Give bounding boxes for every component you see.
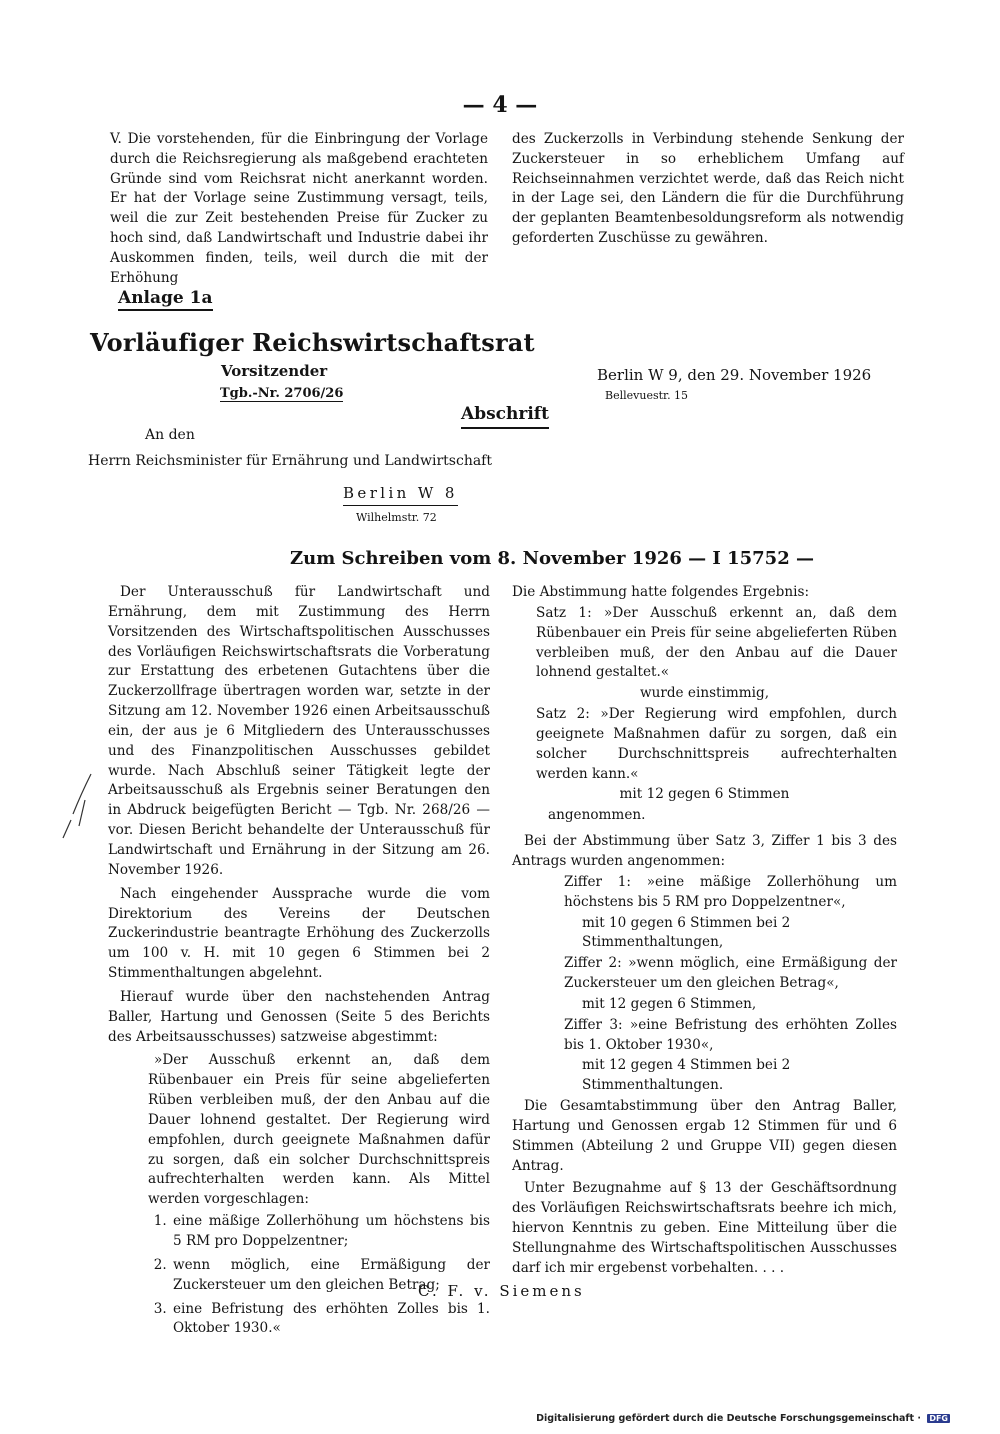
- top-left-paragraph: V. Die vorstehenden, für die Einbringung der Vorlage durch die Reichsregierung als maßgebend erachteten Gründe sind vom Reichsrat nicht anerkannt worden. Er hat der Vorlage seine Zustimmung versagt, teils, weil die zur Zeit bestehenden Preise für Zucker zu hoch sind, daß Landwirtschaft und Industrie dabei ihr Auskommen finden, teils, weil durch die mit der Erhöhung: [110, 131, 488, 286]
- list-item: 2. wenn möglich, eine Ermäßigung der Zuckersteuer um den gleichen Betrag;: [171, 1256, 490, 1296]
- margin-pencil-mark: [55, 770, 95, 840]
- organization-title: Vorläufiger Reichswirtschaftsrat: [90, 328, 535, 357]
- left-paragraph-3: Hierauf wurde über den nachstehenden Antrag Baller, Hartung und Genossen (Seite 5 des Berichts des Arbeitsausschusses) satzweise abgestimmt:: [108, 988, 490, 1045]
- satz-2: Satz 2: »Der Regierung wird empfohlen, durch geeignete Maßnahmen dafür zu sorgen, daß ein solcher Durchschnittspreis aufrechterhalten werden kann.«: [536, 706, 897, 782]
- annex-label: Anlage 1a: [118, 288, 213, 311]
- address-city: Berlin W 8: [343, 484, 458, 506]
- file-reference: Tgb.-Nr. 2706/26: [220, 386, 344, 401]
- page-number: — 4 —: [462, 92, 538, 118]
- ziffer-2-votes: mit 12 gegen 6 Stimmen,: [582, 995, 757, 1012]
- signature: C. F. v. Siemens: [418, 1282, 585, 1300]
- ziffer-1-votes: mit 10 gegen 6 Stimmen bei 2 Stimmenthaltungen,: [582, 914, 791, 951]
- ziffer-3: Ziffer 3: »eine Befristung des erhöhten Zolles bis 1. Oktober 1930«,: [564, 1016, 897, 1053]
- right-column: [512, 583, 897, 1280]
- place-date: Berlin W 9, den 29. November 1926: [597, 366, 872, 384]
- satz-3-intro: Bei der Abstimmung über Satz 3, Ziffer 1 bis 3 des Antrags wurden angenommen:: [512, 833, 897, 869]
- address-street: Wilhelmstr. 72: [356, 511, 437, 524]
- copy-label: Abschrift: [461, 404, 549, 429]
- address-recipient: Herrn Reichsminister für Ernährung und Landwirtschaft: [88, 453, 492, 469]
- address-to: An den: [145, 427, 195, 443]
- top-right-paragraph: des Zuckerzolls in Verbindung stehende Senkung der Zuckersteuer in so erheblichem Umfang auf Reichseinnahmen verzichtet werde, daß das Reich nicht in der Lage sei, den Ländern die für die Durchführung der geplanten Beamtenbesoldungsreform als notwendig geforderten Zuschüsse zu gewähren.: [512, 131, 904, 246]
- subject-line: Zum Schreiben vom 8. November 1926 — I 15752 —: [290, 548, 814, 569]
- ziffer-2: Ziffer 2: »wenn möglich, eine Ermäßigung der Zuckersteuer um den gleichen Betrag«,: [564, 955, 897, 992]
- footer-credit: [536, 1413, 950, 1424]
- satz-1: Satz 1: »Der Ausschuß erkennt an, daß dem Rübenbauer ein Preis für seine abgelieferten Rüben verbleiben muß, der den Anbau auf die Dauer lohnend gestaltet.«: [536, 604, 897, 681]
- closing-paragraph: Unter Bezugnahme auf § 13 der Geschäftsordnung des Vorläufigen Reichswirtschaftsrats beehre ich mich, hiervon Kenntnis zu geben. Eine Mitteilung über die Stellungnahme des Wirtschaftspolitischen Ausschusses darf ich mir ergebenst vorbehalten. . . .: [512, 1180, 897, 1276]
- proposal-list: [108, 1212, 490, 1339]
- satz-2-result: angenommen.: [548, 807, 646, 824]
- chair-label: Vorsitzender: [221, 362, 328, 380]
- left-paragraph-2: Nach eingehender Aussprache wurde die vom Direktorium des Vereins der Deutschen Zuckerindustrie beantragte Erhöhung des Zuckerzolls um 100 v. H. mit 10 gegen 6 Stimmen bei 2 Stimmenthaltungen abgelehnt.: [108, 885, 490, 982]
- motion-quote: »Der Ausschuß erkennt an, daß dem Rübenbauer ein Preis für seine abgelieferten Rüben verbleiben muß, der den Anbau auf die Dauer lohnend gestaltet. Der Regierung wird empfohlen, durch geeignete Maßnahmen dafür zu sorgen, daß ein solcher Durchschnittspreis aufrechterhalten werden kann. Als Mittel werden vorgeschlagen:: [148, 1052, 490, 1208]
- list-item: 3. eine Befristung des erhöhten Zolles bis 1. Oktober 1930.«: [171, 1300, 490, 1340]
- ziffer-3-votes: mit 12 gegen 4 Stimmen bei 2 Stimmenthaltungen.: [582, 1057, 791, 1094]
- satz-2-votes: mit 12 gegen 6 Stimmen: [619, 786, 790, 803]
- left-paragraph-1: Der Unterausschuß für Landwirtschaft und Ernährung, dem mit Zustimmung des Herrn Vorsitzenden des Wirtschaftspolitischen Ausschusses des Vorläufigen Reichswirtschaftsrats die Vorberatung zur Erstattung des erbetenen Gutachtens über die Zuckerzollfrage übertragen worden war, setzte in der Sitzung am 12. November 1926 einen Arbeitsausschuß ein, der aus je 6 Mitgliedern des Unterausschusses und des Finanzpolitischen Ausschusses gebildet wurde. Nach Abschluß seiner Tätigkeit legte der Arbeitsausschuß als Ergebnis seiner Beratungen den in Abdruck beigefügten Bericht — Tgb. Nr. 268/26 — vor. Diesen Bericht behandelte der Unterausschuß für Landwirtschaft und Ernährung in der Sitzung am 26. November 1926.: [108, 584, 490, 878]
- footer-credit-text: Digitalisierung gefördert durch die Deutsche Forschungsgemeinschaft ·: [536, 1413, 922, 1424]
- ziffer-1: Ziffer 1: »eine mäßige Zollerhöhung um höchstens bis 5 RM pro Doppelzentner«,: [564, 873, 897, 910]
- satz-1-result: wurde einstimmig,: [639, 685, 770, 702]
- left-column: [108, 583, 490, 1343]
- total-vote: Die Gesamtabstimmung über den Antrag Baller, Hartung und Genossen ergab 12 Stimmen für und 6 Stimmen (Abteilung 2 und Gruppe VII) gegen diesen Antrag.: [512, 1098, 897, 1174]
- dfg-logo: DFG: [929, 1414, 948, 1423]
- vote-intro: Die Abstimmung hatte folgendes Ergebnis:: [512, 584, 810, 600]
- list-item: 1. eine mäßige Zollerhöhung um höchstens bis 5 RM pro Doppelzentner;: [171, 1212, 490, 1252]
- sender-street: Bellevuestr. 15: [605, 389, 689, 402]
